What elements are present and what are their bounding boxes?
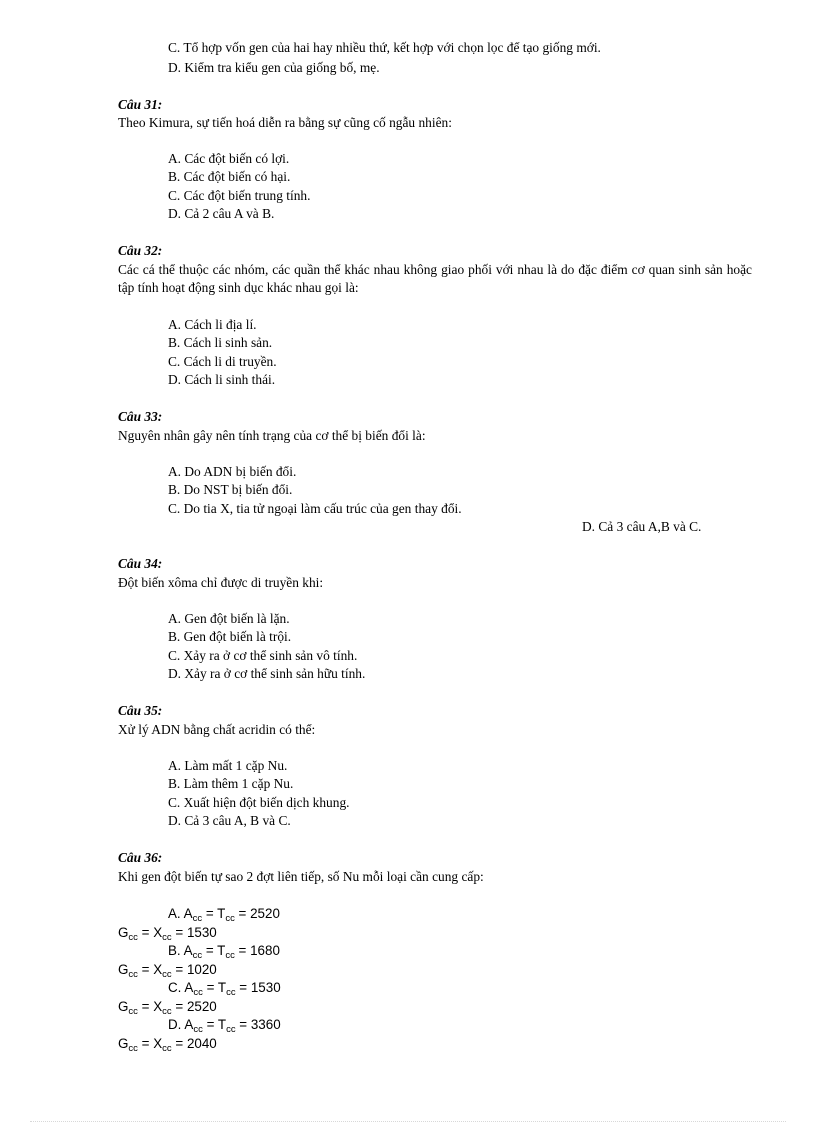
question-36-option-b-at: B. $A_{cc} = T_{cc} = 1680$ (168, 943, 280, 961)
symbol-t: T (217, 943, 226, 958)
question-36-option-d-gx: $G_{cc} = X_{cc} = 2040$ (118, 1036, 217, 1054)
question-34-title: Câu 34: (118, 556, 163, 571)
carry-option-c: C. Tổ hợp vốn gen của hai hay nhiều thứ, kết hợp với chọn lọc để tạo giống mới. (168, 40, 601, 55)
value-at: 1680 (250, 943, 280, 958)
value-gx: 1530 (186, 925, 217, 940)
question-33-title: Câu 33: (118, 409, 163, 424)
question-35-stem: Xử lý ADN bằng chất acridin có thể: (118, 722, 316, 737)
question-35-option-d: D. Cả 3 câu A, B và C. (168, 813, 291, 828)
question-33-option-c: C. Do tia X, tia tử ngoại làm cấu trúc của gen thay đổi. (168, 501, 462, 516)
question-36-option-c-at: C. $A_{cc} = T_{cc} = 1530$ (168, 980, 281, 998)
symbol-t: T (217, 1017, 227, 1032)
option-label: B. (168, 943, 181, 958)
option-label: C. (168, 980, 182, 995)
symbol-g: G (118, 999, 129, 1014)
question-31-stem: Theo Kimura, sự tiến hoá diễn ra bằng sự cũng cố ngẫu nhiên: (118, 115, 452, 130)
question-31-option-b: B. Các đột biến có hại. (168, 169, 291, 184)
question-31-title: Câu 31: (118, 97, 163, 112)
question-32-option-a: A. Cách li địa lí. (168, 317, 257, 332)
value-at: 2520 (250, 906, 280, 921)
question-32-stem: Các cá thể thuộc các nhóm, các quần thể khác nhau không giao phối với nhau là do đặc điểm cơ quan sinh sản hoặc tập tính hoạt động sinh dục khác nhau gọi là: (118, 262, 752, 295)
page-bottom-divider (30, 1121, 786, 1122)
question-32-option-b: B. Cách li sinh sản. (168, 335, 273, 350)
value-at: 1530 (250, 980, 281, 995)
option-label: D. (168, 1017, 182, 1032)
question-32-option-c: C. Cách li di truyền. (168, 354, 277, 369)
question-34-option-d: D. Xảy ra ở cơ thể sinh sản hữu tính. (168, 666, 366, 681)
question-34-stem: Đột biến xôma chỉ được di truyền khi: (118, 575, 324, 590)
value-gx: 2520 (186, 999, 217, 1014)
symbol-a: A (184, 1017, 194, 1032)
question-31-option-a: A. Các đột biến có lợi. (168, 151, 290, 166)
question-36-option-c-gx: $G_{cc} = X_{cc} = 2520$ (118, 999, 217, 1017)
question-35-title: Câu 35: (118, 703, 163, 718)
question-36-option-b-gx: $G_{cc} = X_{cc} = 1020$ (118, 962, 217, 980)
question-33-option-b: B. Do NST bị biến đổi. (168, 482, 293, 497)
carry-option-d: D. Kiểm tra kiểu gen của giống bố, mẹ. (168, 60, 380, 75)
question-36-option-a-at: A. $A_{cc} = T_{cc} = 2520$ (168, 906, 280, 924)
symbol-a: A (183, 906, 193, 921)
question-32-option-d: D. Cách li sinh thái. (168, 372, 276, 387)
question-34-option-a: A. Gen đột biến là lặn. (168, 611, 290, 626)
question-33-stem: Nguyên nhân gây nên tính trạng của cơ thể bị biến đổi là: (118, 428, 426, 443)
question-33-option-d: D. Cả 3 câu A,B và C. (582, 519, 702, 534)
question-33-option-a: A. Do ADN bị biến đổi. (168, 464, 297, 479)
symbol-x: X (153, 962, 163, 977)
symbol-x: X (153, 925, 163, 940)
question-32-title: Câu 32: (118, 243, 163, 258)
question-36-option-a-gx: $G_{cc} = X_{cc} = 1530$ (118, 925, 217, 943)
symbol-g: G (118, 1036, 129, 1051)
symbol-g: G (118, 962, 129, 977)
symbol-t: T (217, 980, 227, 995)
question-31-option-d: D. Cả 2 câu A và B. (168, 206, 275, 221)
question-34-option-b: B. Gen đột biến là trội. (168, 629, 292, 644)
question-36-option-d-at: D. $A_{cc} = T_{cc} = 3360$ (168, 1017, 281, 1035)
symbol-a: A (184, 980, 194, 995)
question-31-option-c: C. Các đột biến trung tính. (168, 188, 311, 203)
option-label: A. (168, 906, 181, 921)
question-34-option-c: C. Xảy ra ở cơ thể sinh sản vô tính. (168, 648, 358, 663)
value-at: 3360 (250, 1017, 281, 1032)
symbol-a: A (183, 943, 193, 958)
question-35-option-b: B. Làm thêm 1 cặp Nu. (168, 776, 294, 791)
question-35-option-c: C. Xuất hiện đột biến dịch khung. (168, 795, 350, 810)
value-gx: 2040 (186, 1036, 217, 1051)
symbol-x: X (153, 1036, 163, 1051)
symbol-x: X (153, 999, 163, 1014)
question-36-title: Câu 36: (118, 850, 163, 865)
symbol-t: T (217, 906, 226, 921)
symbol-g: G (118, 925, 129, 940)
value-gx: 1020 (186, 962, 217, 977)
question-35-option-a: A. Làm mất 1 cặp Nu. (168, 758, 288, 773)
question-36-stem: Khi gen đột biến tự sao 2 đợt liên tiếp, số Nu mỗi loại cần cung cấp: (118, 869, 484, 884)
